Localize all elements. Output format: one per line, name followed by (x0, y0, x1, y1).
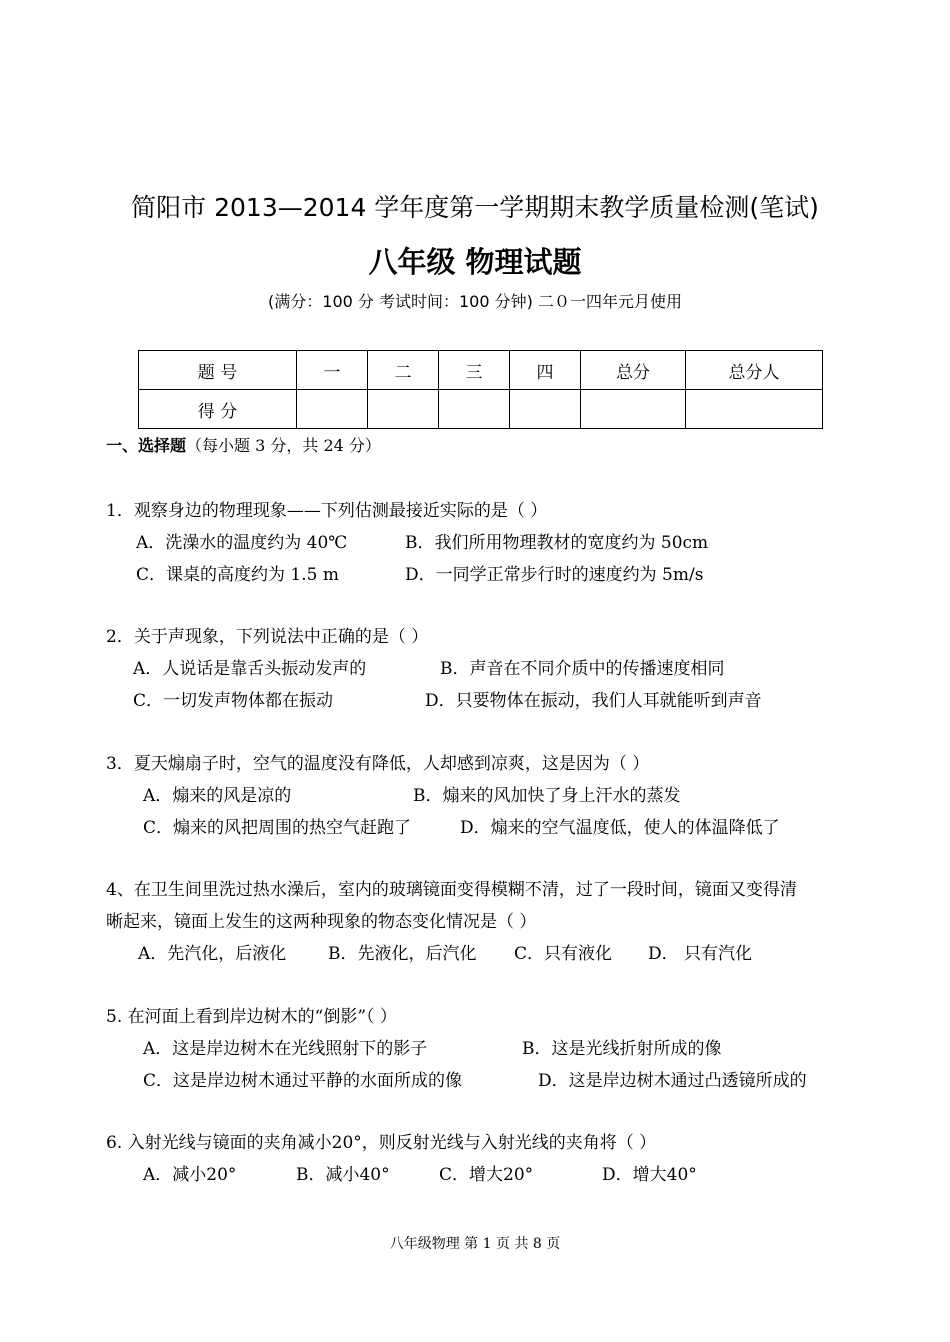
question-2-stem: 2．关于声现象，下列说法中正确的是（ ） (106, 627, 429, 647)
question-3-option-d: D．煽来的空气温度低，使人的体温降低了 (460, 818, 780, 838)
score-cell[interactable] (297, 390, 368, 429)
score-row-label: 得 分 (139, 390, 297, 429)
section-title: 一、选择题 (106, 436, 187, 455)
page-footer: 八年级物理 第 1 页 共 8 页 (389, 1236, 561, 1252)
question-5-option-a: A．这是岸边树木在光线照射下的影子 (143, 1039, 428, 1059)
section-note: （每小题 3 分，共 24 分） (186, 436, 381, 455)
score-header-cell: 总分 (581, 351, 686, 390)
score-cell[interactable] (581, 390, 686, 429)
question-5-option-c: C．这是岸边树木通过平静的水面所成的像 (143, 1071, 463, 1091)
question-6-option-b: B．减小40° (296, 1165, 390, 1185)
score-table (138, 350, 823, 429)
question-2-option-d: D．只要物体在振动，我们人耳就能听到声音 (425, 691, 762, 711)
question-6-stem: 6. 入射光线与镜面的夹角减小20°，则反射光线与入射光线的夹角将（ ） (106, 1133, 657, 1153)
question-4-option-b: B．先液化，后汽化 (328, 944, 477, 964)
question-2-option-b: B．声音在不同介质中的传播速度相同 (440, 659, 725, 679)
exam-info: (满分：100 分 考试时间：100 分钟) 二０一四年元月使用 (268, 292, 682, 311)
exam-subtitle: 八年级 物理试题 (368, 245, 582, 279)
score-header-cell: 二 (368, 351, 439, 390)
question-4-option-a: A．先汽化，后液化 (138, 944, 287, 964)
score-header-cell: 三 (439, 351, 510, 390)
question-4-stem-continued: 晰起来，镜面上发生的这两种现象的物态变化情况是（ ） (106, 912, 537, 932)
question-2-option-c: C．一切发声物体都在振动 (133, 691, 334, 711)
score-cell[interactable] (439, 390, 510, 429)
question-1-option-c: C．课桌的高度约为 1.5 m (136, 565, 339, 585)
score-header-cell: 题 号 (139, 351, 297, 390)
question-5-option-d: D．这是岸边树木通过凸透镜所成的 (538, 1071, 807, 1091)
question-3-option-b: B．煽来的风加快了身上汗水的蒸发 (413, 786, 681, 806)
question-1-stem: 1．观察身边的物理现象——下列估测最接近实际的是（ ） (106, 501, 548, 521)
question-6-option-d: D．增大40° (602, 1165, 697, 1185)
score-header-cell: 一 (297, 351, 368, 390)
score-cell[interactable] (686, 390, 823, 429)
question-5-stem: 5. 在河面上看到岸边树木的“倒影”（ ） (106, 1007, 397, 1027)
score-header-cell: 总分人 (686, 351, 823, 390)
score-table-header-row (139, 351, 823, 390)
question-4-option-d: D． 只有汽化 (648, 944, 753, 964)
question-6-option-a: A．减小20° (143, 1165, 237, 1185)
question-1-option-d: D．一同学正常步行时的速度约为 5m/s (405, 565, 704, 585)
score-header-cell: 四 (510, 351, 581, 390)
exam-title: 简阳市 2013—2014 学年度第一学期期末教学质量检测(笔试) (131, 193, 819, 222)
question-4-stem: 4、在卫生间里洗过热水澡后，室内的玻璃镜面变得模糊不清，过了一段时间，镜面又变得清 (106, 880, 797, 900)
question-4-option-c: C．只有液化 (514, 944, 613, 964)
score-cell[interactable] (368, 390, 439, 429)
question-1-option-a: A．洗澡水的温度约为 40℃ (136, 533, 348, 553)
question-6-option-c: C．增大20° (439, 1165, 534, 1185)
score-cell[interactable] (510, 390, 581, 429)
question-3-option-c: C．煽来的风把周围的热空气赶跑了 (143, 818, 412, 838)
section-heading (106, 433, 381, 456)
score-table-score-row (139, 390, 823, 429)
question-2-option-a: A．人说话是靠舌头振动发声的 (133, 659, 367, 679)
question-3-option-a: A．煽来的风是凉的 (143, 786, 292, 806)
question-1-option-b: B．我们所用物理教材的宽度约为 50cm (405, 533, 709, 553)
question-3-stem: 3．夏天煽扇子时，空气的温度没有降低，人却感到凉爽，这是因为（ ） (106, 754, 650, 774)
question-5-option-b: B．这是光线折射所成的像 (522, 1039, 722, 1059)
